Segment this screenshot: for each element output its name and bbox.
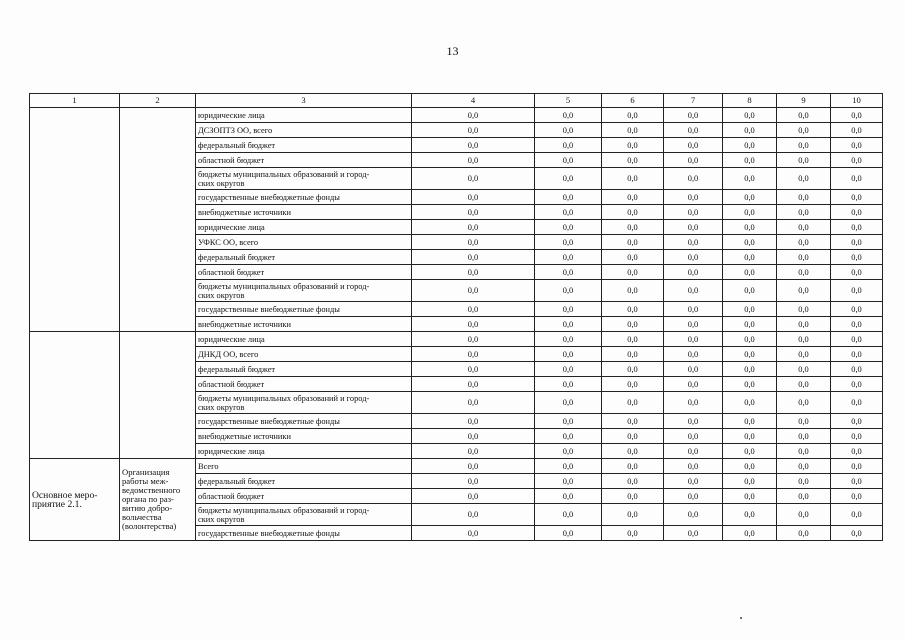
value-cell-col-4: 0,0 — [412, 190, 535, 205]
funding-source-cell: областной бюджет — [196, 153, 412, 168]
value-cell-col-8: 0,0 — [723, 220, 777, 235]
value-cell-col-6: 0,0 — [602, 265, 664, 280]
table-row — [30, 332, 883, 347]
value-cell-col-10: 0,0 — [831, 123, 883, 138]
funding-source-cell: государственные внебюджетные фонды — [196, 190, 412, 205]
value-cell-col-9: 0,0 — [777, 280, 831, 302]
value-cell-col-7: 0,0 — [664, 474, 723, 489]
value-cell-col-7: 0,0 — [664, 302, 723, 317]
funding-source-cell: юридические лица — [196, 332, 412, 347]
value-cell-col-4: 0,0 — [412, 317, 535, 332]
value-cell-col-6: 0,0 — [602, 235, 664, 250]
value-cell-col-8: 0,0 — [723, 332, 777, 347]
header-col-3: 3 — [196, 94, 412, 108]
funding-source-cell: бюджеты муниципальных образований и город- ских округов — [196, 392, 412, 414]
value-cell-col-9: 0,0 — [777, 392, 831, 414]
header-row — [30, 94, 883, 108]
value-cell-col-9: 0,0 — [777, 414, 831, 429]
funding-source-cell: ДНКД ОО, всего — [196, 347, 412, 362]
value-cell-col-4: 0,0 — [412, 489, 535, 504]
value-cell-col-5: 0,0 — [535, 392, 602, 414]
value-cell-col-5: 0,0 — [535, 489, 602, 504]
funding-source-cell: федеральный бюджет — [196, 138, 412, 153]
value-cell-col-5: 0,0 — [535, 332, 602, 347]
value-cell-col-7: 0,0 — [664, 123, 723, 138]
value-cell-col-6: 0,0 — [602, 414, 664, 429]
funding-source-cell: областной бюджет — [196, 377, 412, 392]
value-cell-col-5: 0,0 — [535, 504, 602, 526]
value-cell-col-9: 0,0 — [777, 220, 831, 235]
value-cell-col-6: 0,0 — [602, 459, 664, 474]
value-cell-col-5: 0,0 — [535, 347, 602, 362]
value-cell-col-5: 0,0 — [535, 444, 602, 459]
value-cell-col-5: 0,0 — [535, 317, 602, 332]
value-cell-col-7: 0,0 — [664, 138, 723, 153]
value-cell-col-6: 0,0 — [602, 377, 664, 392]
scan-speck — [740, 617, 742, 619]
value-cell-col-5: 0,0 — [535, 429, 602, 444]
funding-source-cell: государственные внебюджетные фонды — [196, 414, 412, 429]
value-cell-col-7: 0,0 — [664, 153, 723, 168]
value-cell-col-5: 0,0 — [535, 280, 602, 302]
value-cell-col-10: 0,0 — [831, 489, 883, 504]
value-cell-col-7: 0,0 — [664, 250, 723, 265]
value-cell-col-8: 0,0 — [723, 429, 777, 444]
value-cell-col-6: 0,0 — [602, 108, 664, 123]
value-cell-col-10: 0,0 — [831, 138, 883, 153]
value-cell-col-8: 0,0 — [723, 153, 777, 168]
value-cell-col-7: 0,0 — [664, 280, 723, 302]
header-col-4: 4 — [412, 94, 535, 108]
funding-source-cell: бюджеты муниципальных образований и город- ских округов — [196, 504, 412, 526]
value-cell-col-4: 0,0 — [412, 168, 535, 190]
funding-source-cell: УФКС ОО, всего — [196, 235, 412, 250]
header-col-10: 10 — [831, 94, 883, 108]
value-cell-col-9: 0,0 — [777, 444, 831, 459]
value-cell-col-10: 0,0 — [831, 332, 883, 347]
page-number: 13 — [446, 44, 459, 58]
value-cell-col-4: 0,0 — [412, 153, 535, 168]
value-cell-col-9: 0,0 — [777, 123, 831, 138]
value-cell-col-10: 0,0 — [831, 205, 883, 220]
value-cell-col-4: 0,0 — [412, 377, 535, 392]
value-cell-col-9: 0,0 — [777, 205, 831, 220]
value-cell-col-8: 0,0 — [723, 138, 777, 153]
value-cell-col-7: 0,0 — [664, 526, 723, 541]
value-cell-col-6: 0,0 — [602, 123, 664, 138]
value-cell-col-9: 0,0 — [777, 362, 831, 377]
value-cell-col-9: 0,0 — [777, 138, 831, 153]
value-cell-col-7: 0,0 — [664, 489, 723, 504]
value-cell-col-6: 0,0 — [602, 317, 664, 332]
value-cell-col-4: 0,0 — [412, 235, 535, 250]
value-cell-col-8: 0,0 — [723, 362, 777, 377]
value-cell-col-7: 0,0 — [664, 332, 723, 347]
funding-source-cell: бюджеты муниципальных образований и город- ских округов — [196, 280, 412, 302]
header-col-5: 5 — [535, 94, 602, 108]
value-cell-col-4: 0,0 — [412, 265, 535, 280]
value-cell-col-10: 0,0 — [831, 504, 883, 526]
funding-source-cell: ДСЗОПТЗ ОО, всего — [196, 123, 412, 138]
value-cell-col-4: 0,0 — [412, 108, 535, 123]
value-cell-col-4: 0,0 — [412, 280, 535, 302]
value-cell-col-4: 0,0 — [412, 444, 535, 459]
value-cell-col-9: 0,0 — [777, 459, 831, 474]
value-cell-col-5: 0,0 — [535, 108, 602, 123]
funding-source-cell: федеральный бюджет — [196, 250, 412, 265]
value-cell-col-9: 0,0 — [777, 489, 831, 504]
value-cell-col-9: 0,0 — [777, 235, 831, 250]
value-cell-col-6: 0,0 — [602, 429, 664, 444]
value-cell-col-8: 0,0 — [723, 474, 777, 489]
value-cell-col-8: 0,0 — [723, 489, 777, 504]
event-description-cell — [120, 332, 196, 459]
value-cell-col-8: 0,0 — [723, 444, 777, 459]
value-cell-col-9: 0,0 — [777, 168, 831, 190]
value-cell-col-7: 0,0 — [664, 108, 723, 123]
table-row — [30, 459, 883, 474]
value-cell-col-8: 0,0 — [723, 250, 777, 265]
value-cell-col-9: 0,0 — [777, 504, 831, 526]
funding-source-cell: государственные внебюджетные фонды — [196, 302, 412, 317]
value-cell-col-7: 0,0 — [664, 190, 723, 205]
value-cell-col-10: 0,0 — [831, 444, 883, 459]
value-cell-col-10: 0,0 — [831, 429, 883, 444]
value-cell-col-10: 0,0 — [831, 474, 883, 489]
event-name-cell — [30, 108, 120, 332]
value-cell-col-6: 0,0 — [602, 220, 664, 235]
value-cell-col-6: 0,0 — [602, 205, 664, 220]
value-cell-col-6: 0,0 — [602, 280, 664, 302]
value-cell-col-5: 0,0 — [535, 526, 602, 541]
budget-table — [29, 93, 883, 541]
value-cell-col-10: 0,0 — [831, 168, 883, 190]
value-cell-col-10: 0,0 — [831, 220, 883, 235]
funding-source-cell: областной бюджет — [196, 265, 412, 280]
value-cell-col-9: 0,0 — [777, 190, 831, 205]
funding-source-cell: юридические лица — [196, 108, 412, 123]
value-cell-col-8: 0,0 — [723, 205, 777, 220]
value-cell-col-10: 0,0 — [831, 108, 883, 123]
funding-source-cell: юридические лица — [196, 444, 412, 459]
event-description-cell: Организация работы меж- ведомственного органа по раз- витию добро- вольчества (волонтерства) — [120, 459, 196, 541]
funding-source-cell: внебюджетные источники — [196, 429, 412, 444]
event-description-cell — [120, 108, 196, 332]
value-cell-col-8: 0,0 — [723, 168, 777, 190]
value-cell-col-6: 0,0 — [602, 138, 664, 153]
value-cell-col-5: 0,0 — [535, 414, 602, 429]
value-cell-col-9: 0,0 — [777, 250, 831, 265]
value-cell-col-5: 0,0 — [535, 220, 602, 235]
value-cell-col-10: 0,0 — [831, 235, 883, 250]
value-cell-col-7: 0,0 — [664, 220, 723, 235]
header-col-1: 1 — [30, 94, 120, 108]
value-cell-col-4: 0,0 — [412, 392, 535, 414]
value-cell-col-6: 0,0 — [602, 392, 664, 414]
value-cell-col-6: 0,0 — [602, 474, 664, 489]
value-cell-col-9: 0,0 — [777, 526, 831, 541]
value-cell-col-6: 0,0 — [602, 526, 664, 541]
value-cell-col-7: 0,0 — [664, 444, 723, 459]
funding-source-cell: федеральный бюджет — [196, 362, 412, 377]
table-body — [30, 108, 883, 541]
value-cell-col-10: 0,0 — [831, 392, 883, 414]
value-cell-col-10: 0,0 — [831, 377, 883, 392]
value-cell-col-9: 0,0 — [777, 377, 831, 392]
value-cell-col-5: 0,0 — [535, 265, 602, 280]
value-cell-col-5: 0,0 — [535, 474, 602, 489]
value-cell-col-6: 0,0 — [602, 153, 664, 168]
value-cell-col-10: 0,0 — [831, 280, 883, 302]
value-cell-col-7: 0,0 — [664, 362, 723, 377]
value-cell-col-10: 0,0 — [831, 302, 883, 317]
value-cell-col-6: 0,0 — [602, 250, 664, 265]
value-cell-col-4: 0,0 — [412, 429, 535, 444]
value-cell-col-9: 0,0 — [777, 153, 831, 168]
value-cell-col-7: 0,0 — [664, 317, 723, 332]
value-cell-col-10: 0,0 — [831, 347, 883, 362]
header-col-9: 9 — [777, 94, 831, 108]
value-cell-col-10: 0,0 — [831, 265, 883, 280]
funding-source-cell: областной бюджет — [196, 489, 412, 504]
value-cell-col-5: 0,0 — [535, 377, 602, 392]
value-cell-col-6: 0,0 — [602, 489, 664, 504]
value-cell-col-8: 0,0 — [723, 123, 777, 138]
value-cell-col-7: 0,0 — [664, 429, 723, 444]
value-cell-col-4: 0,0 — [412, 504, 535, 526]
value-cell-col-5: 0,0 — [535, 302, 602, 317]
table-row — [30, 108, 883, 123]
value-cell-col-4: 0,0 — [412, 250, 535, 265]
value-cell-col-6: 0,0 — [602, 190, 664, 205]
value-cell-col-9: 0,0 — [777, 317, 831, 332]
header-col-8: 8 — [723, 94, 777, 108]
value-cell-col-8: 0,0 — [723, 190, 777, 205]
value-cell-col-8: 0,0 — [723, 280, 777, 302]
value-cell-col-7: 0,0 — [664, 459, 723, 474]
value-cell-col-8: 0,0 — [723, 377, 777, 392]
value-cell-col-7: 0,0 — [664, 504, 723, 526]
funding-source-cell: юридические лица — [196, 220, 412, 235]
event-name-cell — [30, 332, 120, 459]
value-cell-col-9: 0,0 — [777, 265, 831, 280]
value-cell-col-4: 0,0 — [412, 459, 535, 474]
value-cell-col-4: 0,0 — [412, 474, 535, 489]
funding-source-cell: внебюджетные источники — [196, 205, 412, 220]
value-cell-col-4: 0,0 — [412, 362, 535, 377]
value-cell-col-4: 0,0 — [412, 123, 535, 138]
value-cell-col-5: 0,0 — [535, 362, 602, 377]
value-cell-col-7: 0,0 — [664, 347, 723, 362]
value-cell-col-5: 0,0 — [535, 190, 602, 205]
value-cell-col-8: 0,0 — [723, 108, 777, 123]
value-cell-col-5: 0,0 — [535, 235, 602, 250]
value-cell-col-5: 0,0 — [535, 205, 602, 220]
value-cell-col-9: 0,0 — [777, 474, 831, 489]
value-cell-col-8: 0,0 — [723, 347, 777, 362]
value-cell-col-4: 0,0 — [412, 302, 535, 317]
funding-source-cell: федеральный бюджет — [196, 474, 412, 489]
value-cell-col-6: 0,0 — [602, 362, 664, 377]
value-cell-col-8: 0,0 — [723, 235, 777, 250]
value-cell-col-8: 0,0 — [723, 302, 777, 317]
value-cell-col-6: 0,0 — [602, 302, 664, 317]
value-cell-col-7: 0,0 — [664, 168, 723, 190]
value-cell-col-10: 0,0 — [831, 362, 883, 377]
value-cell-col-5: 0,0 — [535, 123, 602, 138]
value-cell-col-10: 0,0 — [831, 414, 883, 429]
value-cell-col-6: 0,0 — [602, 504, 664, 526]
value-cell-col-5: 0,0 — [535, 168, 602, 190]
value-cell-col-8: 0,0 — [723, 414, 777, 429]
value-cell-col-6: 0,0 — [602, 347, 664, 362]
value-cell-col-7: 0,0 — [664, 377, 723, 392]
value-cell-col-4: 0,0 — [412, 347, 535, 362]
value-cell-col-4: 0,0 — [412, 332, 535, 347]
value-cell-col-10: 0,0 — [831, 190, 883, 205]
value-cell-col-6: 0,0 — [602, 332, 664, 347]
value-cell-col-4: 0,0 — [412, 526, 535, 541]
value-cell-col-7: 0,0 — [664, 414, 723, 429]
value-cell-col-9: 0,0 — [777, 302, 831, 317]
value-cell-col-5: 0,0 — [535, 250, 602, 265]
value-cell-col-8: 0,0 — [723, 504, 777, 526]
funding-source-cell: Всего — [196, 459, 412, 474]
value-cell-col-10: 0,0 — [831, 317, 883, 332]
value-cell-col-9: 0,0 — [777, 332, 831, 347]
header-col-6: 6 — [602, 94, 664, 108]
funding-source-cell: внебюджетные источники — [196, 317, 412, 332]
value-cell-col-4: 0,0 — [412, 205, 535, 220]
value-cell-col-10: 0,0 — [831, 526, 883, 541]
value-cell-col-10: 0,0 — [831, 250, 883, 265]
value-cell-col-4: 0,0 — [412, 220, 535, 235]
value-cell-col-5: 0,0 — [535, 138, 602, 153]
funding-source-cell: бюджеты муниципальных образований и город- ских округов — [196, 168, 412, 190]
value-cell-col-8: 0,0 — [723, 265, 777, 280]
value-cell-col-8: 0,0 — [723, 526, 777, 541]
value-cell-col-10: 0,0 — [831, 459, 883, 474]
header-col-2: 2 — [120, 94, 196, 108]
value-cell-col-8: 0,0 — [723, 459, 777, 474]
value-cell-col-9: 0,0 — [777, 347, 831, 362]
event-name-cell: Основное меро- приятие 2.1. — [30, 459, 120, 541]
value-cell-col-4: 0,0 — [412, 138, 535, 153]
value-cell-col-9: 0,0 — [777, 108, 831, 123]
value-cell-col-8: 0,0 — [723, 392, 777, 414]
value-cell-col-7: 0,0 — [664, 265, 723, 280]
value-cell-col-10: 0,0 — [831, 153, 883, 168]
value-cell-col-7: 0,0 — [664, 392, 723, 414]
value-cell-col-7: 0,0 — [664, 235, 723, 250]
value-cell-col-9: 0,0 — [777, 429, 831, 444]
value-cell-col-6: 0,0 — [602, 444, 664, 459]
value-cell-col-6: 0,0 — [602, 168, 664, 190]
value-cell-col-4: 0,0 — [412, 414, 535, 429]
funding-source-cell: государственные внебюджетные фонды — [196, 526, 412, 541]
value-cell-col-7: 0,0 — [664, 205, 723, 220]
value-cell-col-5: 0,0 — [535, 153, 602, 168]
header-col-7: 7 — [664, 94, 723, 108]
value-cell-col-8: 0,0 — [723, 317, 777, 332]
value-cell-col-5: 0,0 — [535, 459, 602, 474]
